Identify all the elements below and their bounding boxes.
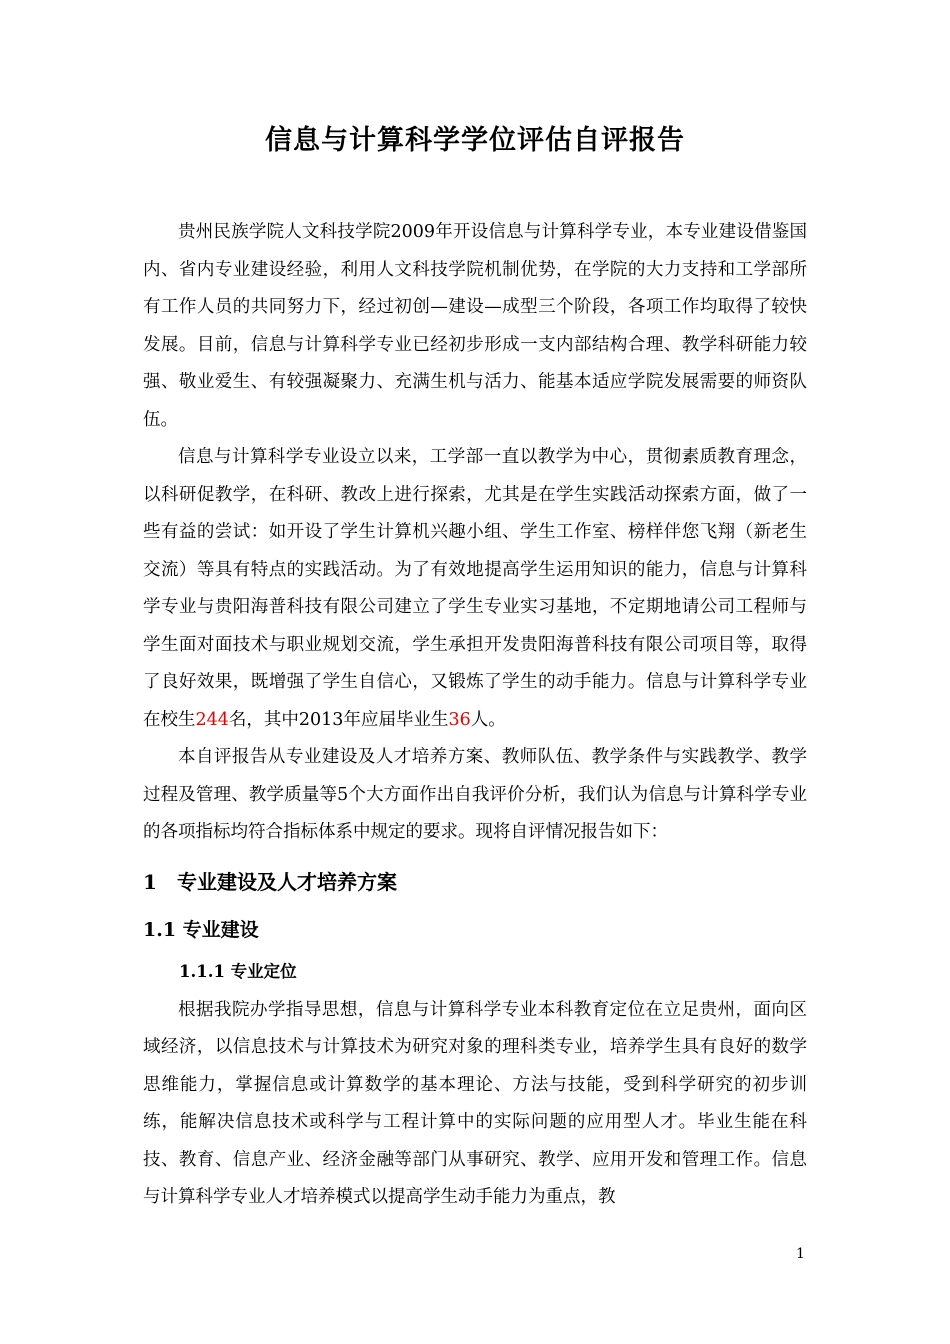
- paragraph-intro: 贵州民族学院人文科技学院2009年开设信息与计算科学专业，本专业建设借鉴国内、省内专业建设经验，利用人文科技学院机制优势，在学院的大力支持和工学部所有工作人员的共同努力下，经过初创—建设—成型三个阶段，各项工作均取得了较快发展。目前，信息与计算科学专业已经初步形成一支内部结构合理、教学科研能力较强、敬业爱生、有较强凝聚力、充满生机与活力、能基本适应学院发展需要的师资队伍。: [143, 222, 807, 430]
- enrollment-end-text: 人。: [470, 709, 506, 730]
- graduates-count: 36: [448, 709, 471, 730]
- subsection-heading-1-1: 1.1 专业建设: [143, 918, 259, 941]
- section-number: 1: [143, 869, 157, 894]
- paragraph-summary: 本自评报告从专业建设及人才培养方案、教师队伍、教学条件与实践教学、教学过程及管理、教学质量等5个大方面作出自我评价分析，我们认为信息与计算科学专业的各项指标均符合指标体系中规定的要求。现将自评情况报告如下：: [143, 747, 807, 842]
- paragraph-positioning: 根据我院办学指导思想，信息与计算科学专业本科教育定位在立足贵州，面向区域经济，以信息技术与计算技术为研究对象的理科类专业，培养学生具有良好的数学思维能力，掌握信息或计算数学的基本理论、方法与技能，受到科学研究的初步训练，能解决信息技术或科学与工程计算中的实际问题的应用型人才。毕业生能在科技、教育、信息产业、经济金融等部门从事研究、教学、应用开发和管理工作。信息与计算科学专业人才培养模式以提高学生动手能力为重点，教: [143, 999, 807, 1207]
- paragraph-practice-text: 信息与计算科学专业设立以来，工学部一直以教学为中心，贯彻素质教育理念，以科研促教学，在科研、教改上进行探索，尤其是在学生实践活动探索方面，做了一些有益的尝试：如开设了学生计算机兴趣小组、学生工作室、榜样伴您飞翔（新老生交流）等具有特点的实践活动。为了有效地提高学生运用知识的能力，信息与计算科学专业与贵阳海普科技有限公司建立了学生专业实习基地，不定期地请公司工程师与学生面对面技术与职业规划交流，学生承担开发贵阳海普科技有限公司项目等，取得了良好效果，既增强了学生自信心，又锻炼了学生的动手能力。信息与计算科学专业在校生: [143, 447, 807, 730]
- page-number: 1: [796, 1246, 805, 1262]
- enrollment-mid-text: 名，其中2013年应届毕业生: [228, 709, 449, 730]
- document-body: [143, 214, 807, 1217]
- paragraph-practice: [143, 439, 807, 739]
- section-heading-1: [143, 860, 807, 904]
- subsubsection-heading-1-1-1: 1.1.1 专业定位: [179, 961, 297, 981]
- document-title: 信息与计算科学学位评估自评报告: [265, 125, 685, 156]
- section-title: 专业建设及人才培养方案: [177, 869, 397, 894]
- students-count: 244: [195, 709, 229, 730]
